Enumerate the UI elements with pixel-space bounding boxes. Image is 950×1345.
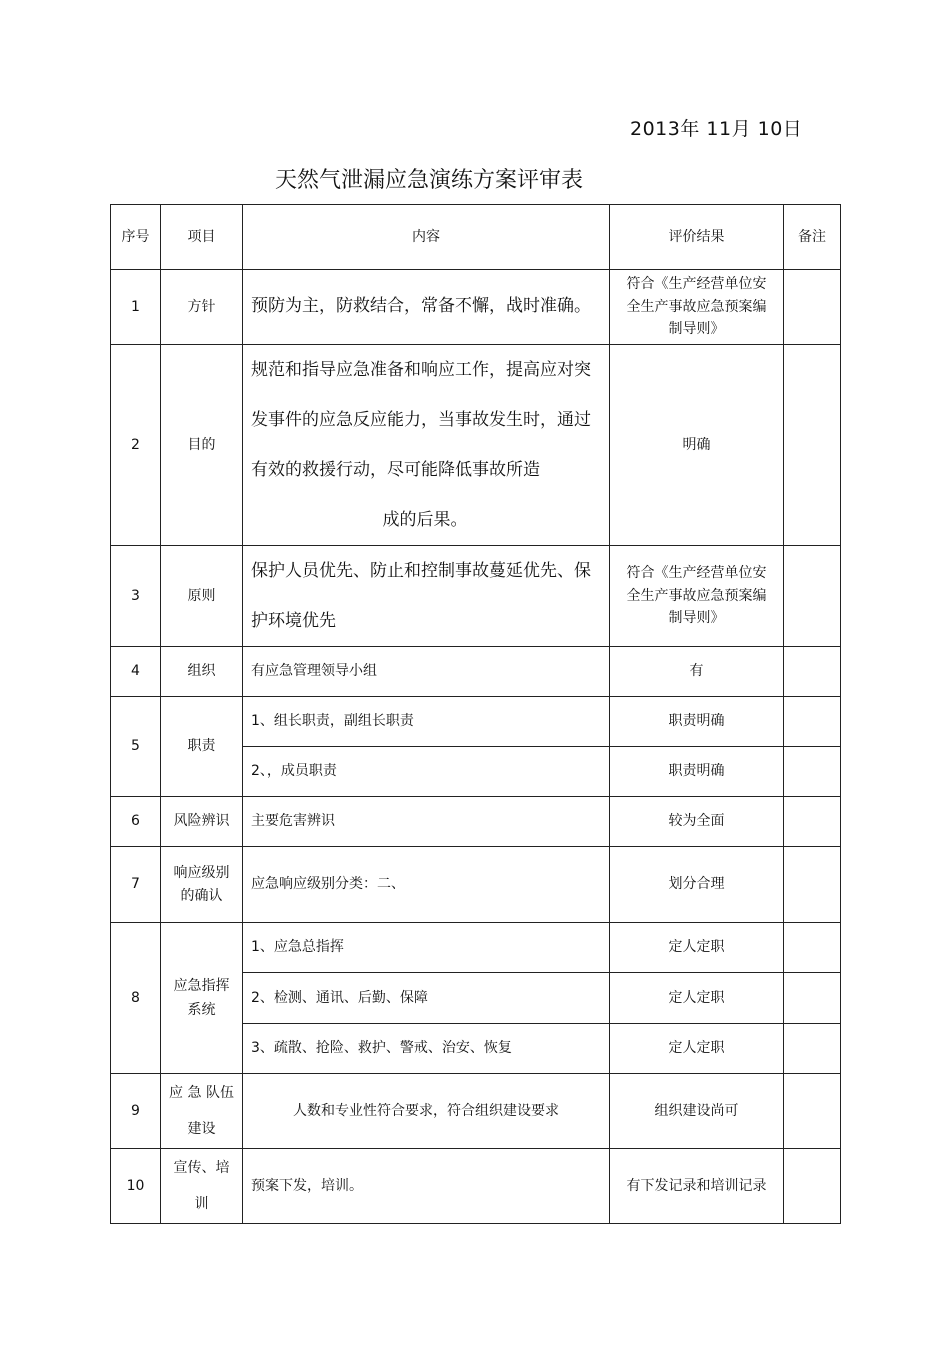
header-eval: 评价结果 (610, 205, 784, 270)
table-row (111, 647, 841, 697)
row-note (784, 1074, 841, 1149)
header-note: 备注 (784, 205, 841, 270)
row-content: 保护人员优先、防止和控制事故蔓延优先、保护环境优先 (243, 546, 610, 647)
row-no: 1 (111, 270, 161, 345)
row-eval: 符合《生产经营单位安全生产事故应急预案编制导则》 (610, 546, 784, 647)
row-eval: 定人定职 (610, 1024, 784, 1074)
table-row (111, 847, 841, 923)
row-item: 目的 (161, 345, 243, 546)
row-note (784, 747, 841, 797)
row-eval: 组织建设尚可 (610, 1074, 784, 1149)
row-item: 方针 (161, 270, 243, 345)
row-eval: 职责明确 (610, 697, 784, 747)
table-row (111, 1074, 841, 1149)
row-item: 宣传、培训 (161, 1149, 243, 1224)
document-date: 2013年 11月 10日 (630, 118, 803, 140)
row-no: 6 (111, 797, 161, 847)
row-note (784, 647, 841, 697)
table-row (111, 923, 841, 973)
row-no: 8 (111, 923, 161, 1074)
document-title: 天然气泄漏应急演练方案评审表 (275, 168, 584, 193)
row-note (784, 546, 841, 647)
row-eval: 有下发记录和培训记录 (610, 1149, 784, 1224)
table-row (111, 546, 841, 647)
row-no: 3 (111, 546, 161, 647)
row-content: 人数和专业性符合要求，符合组织建设要求 (243, 1074, 610, 1149)
row-item: 职责 (161, 697, 243, 797)
table-row (111, 1149, 841, 1224)
row-note (784, 697, 841, 747)
row-note (784, 797, 841, 847)
row-content-main: 规范和指导应急准备和响应工作，提高应对突发事件的应急反应能力，当事故发生时，通过有效的救援行动，尽可能降低事故所造 (251, 360, 591, 480)
row-eval: 较为全面 (610, 797, 784, 847)
row-item: 组织 (161, 647, 243, 697)
row-no: 10 (111, 1149, 161, 1224)
row-eval: 有 (610, 647, 784, 697)
table-row (111, 697, 841, 747)
row-content: 3、疏散、抢险、救护、警戒、治安、恢复 (243, 1024, 610, 1074)
row-content: 1、应急总指挥 (243, 923, 610, 973)
row-no: 5 (111, 697, 161, 797)
row-content-tail: 成的后果。 (382, 510, 468, 530)
table-header-row (111, 205, 841, 270)
row-eval: 职责明确 (610, 747, 784, 797)
row-no: 7 (111, 847, 161, 923)
row-item: 应急指挥系统 (161, 923, 243, 1074)
row-note (784, 270, 841, 345)
row-content: 主要危害辨识 (243, 797, 610, 847)
header-no: 序号 (111, 205, 161, 270)
row-content: 预案下发，培训。 (243, 1149, 610, 1224)
table-row (111, 270, 841, 345)
row-note (784, 847, 841, 923)
table-row (111, 797, 841, 847)
row-no: 4 (111, 647, 161, 697)
row-content: 2、检测、通讯、后勤、保障 (243, 973, 610, 1024)
row-content (243, 345, 610, 546)
row-content: 1、组长职责，副组长职责 (243, 697, 610, 747)
row-content: 预防为主，防救结合，常备不懈，战时准确。 (243, 270, 610, 345)
row-item: 响应级别的确认 (161, 847, 243, 923)
row-item: 风险辨识 (161, 797, 243, 847)
header-content: 内容 (243, 205, 610, 270)
row-note (784, 1149, 841, 1224)
review-table (110, 204, 841, 1224)
row-eval: 划分合理 (610, 847, 784, 923)
row-item: 原则 (161, 546, 243, 647)
row-content: 2、，成员职责 (243, 747, 610, 797)
row-note (784, 1024, 841, 1074)
row-note (784, 345, 841, 546)
row-item: 应 急 队伍建设 (161, 1074, 243, 1149)
table-row (111, 345, 841, 546)
row-no: 9 (111, 1074, 161, 1149)
row-no: 2 (111, 345, 161, 546)
row-content: 有应急管理领导小组 (243, 647, 610, 697)
row-content: 应急响应级别分类：二、 (243, 847, 610, 923)
row-note (784, 923, 841, 973)
row-eval: 定人定职 (610, 923, 784, 973)
row-eval: 明确 (610, 345, 784, 546)
header-item: 项目 (161, 205, 243, 270)
row-note (784, 973, 841, 1024)
row-eval: 定人定职 (610, 973, 784, 1024)
row-eval: 符合《生产经营单位安全生产事故应急预案编制导则》 (610, 270, 784, 345)
